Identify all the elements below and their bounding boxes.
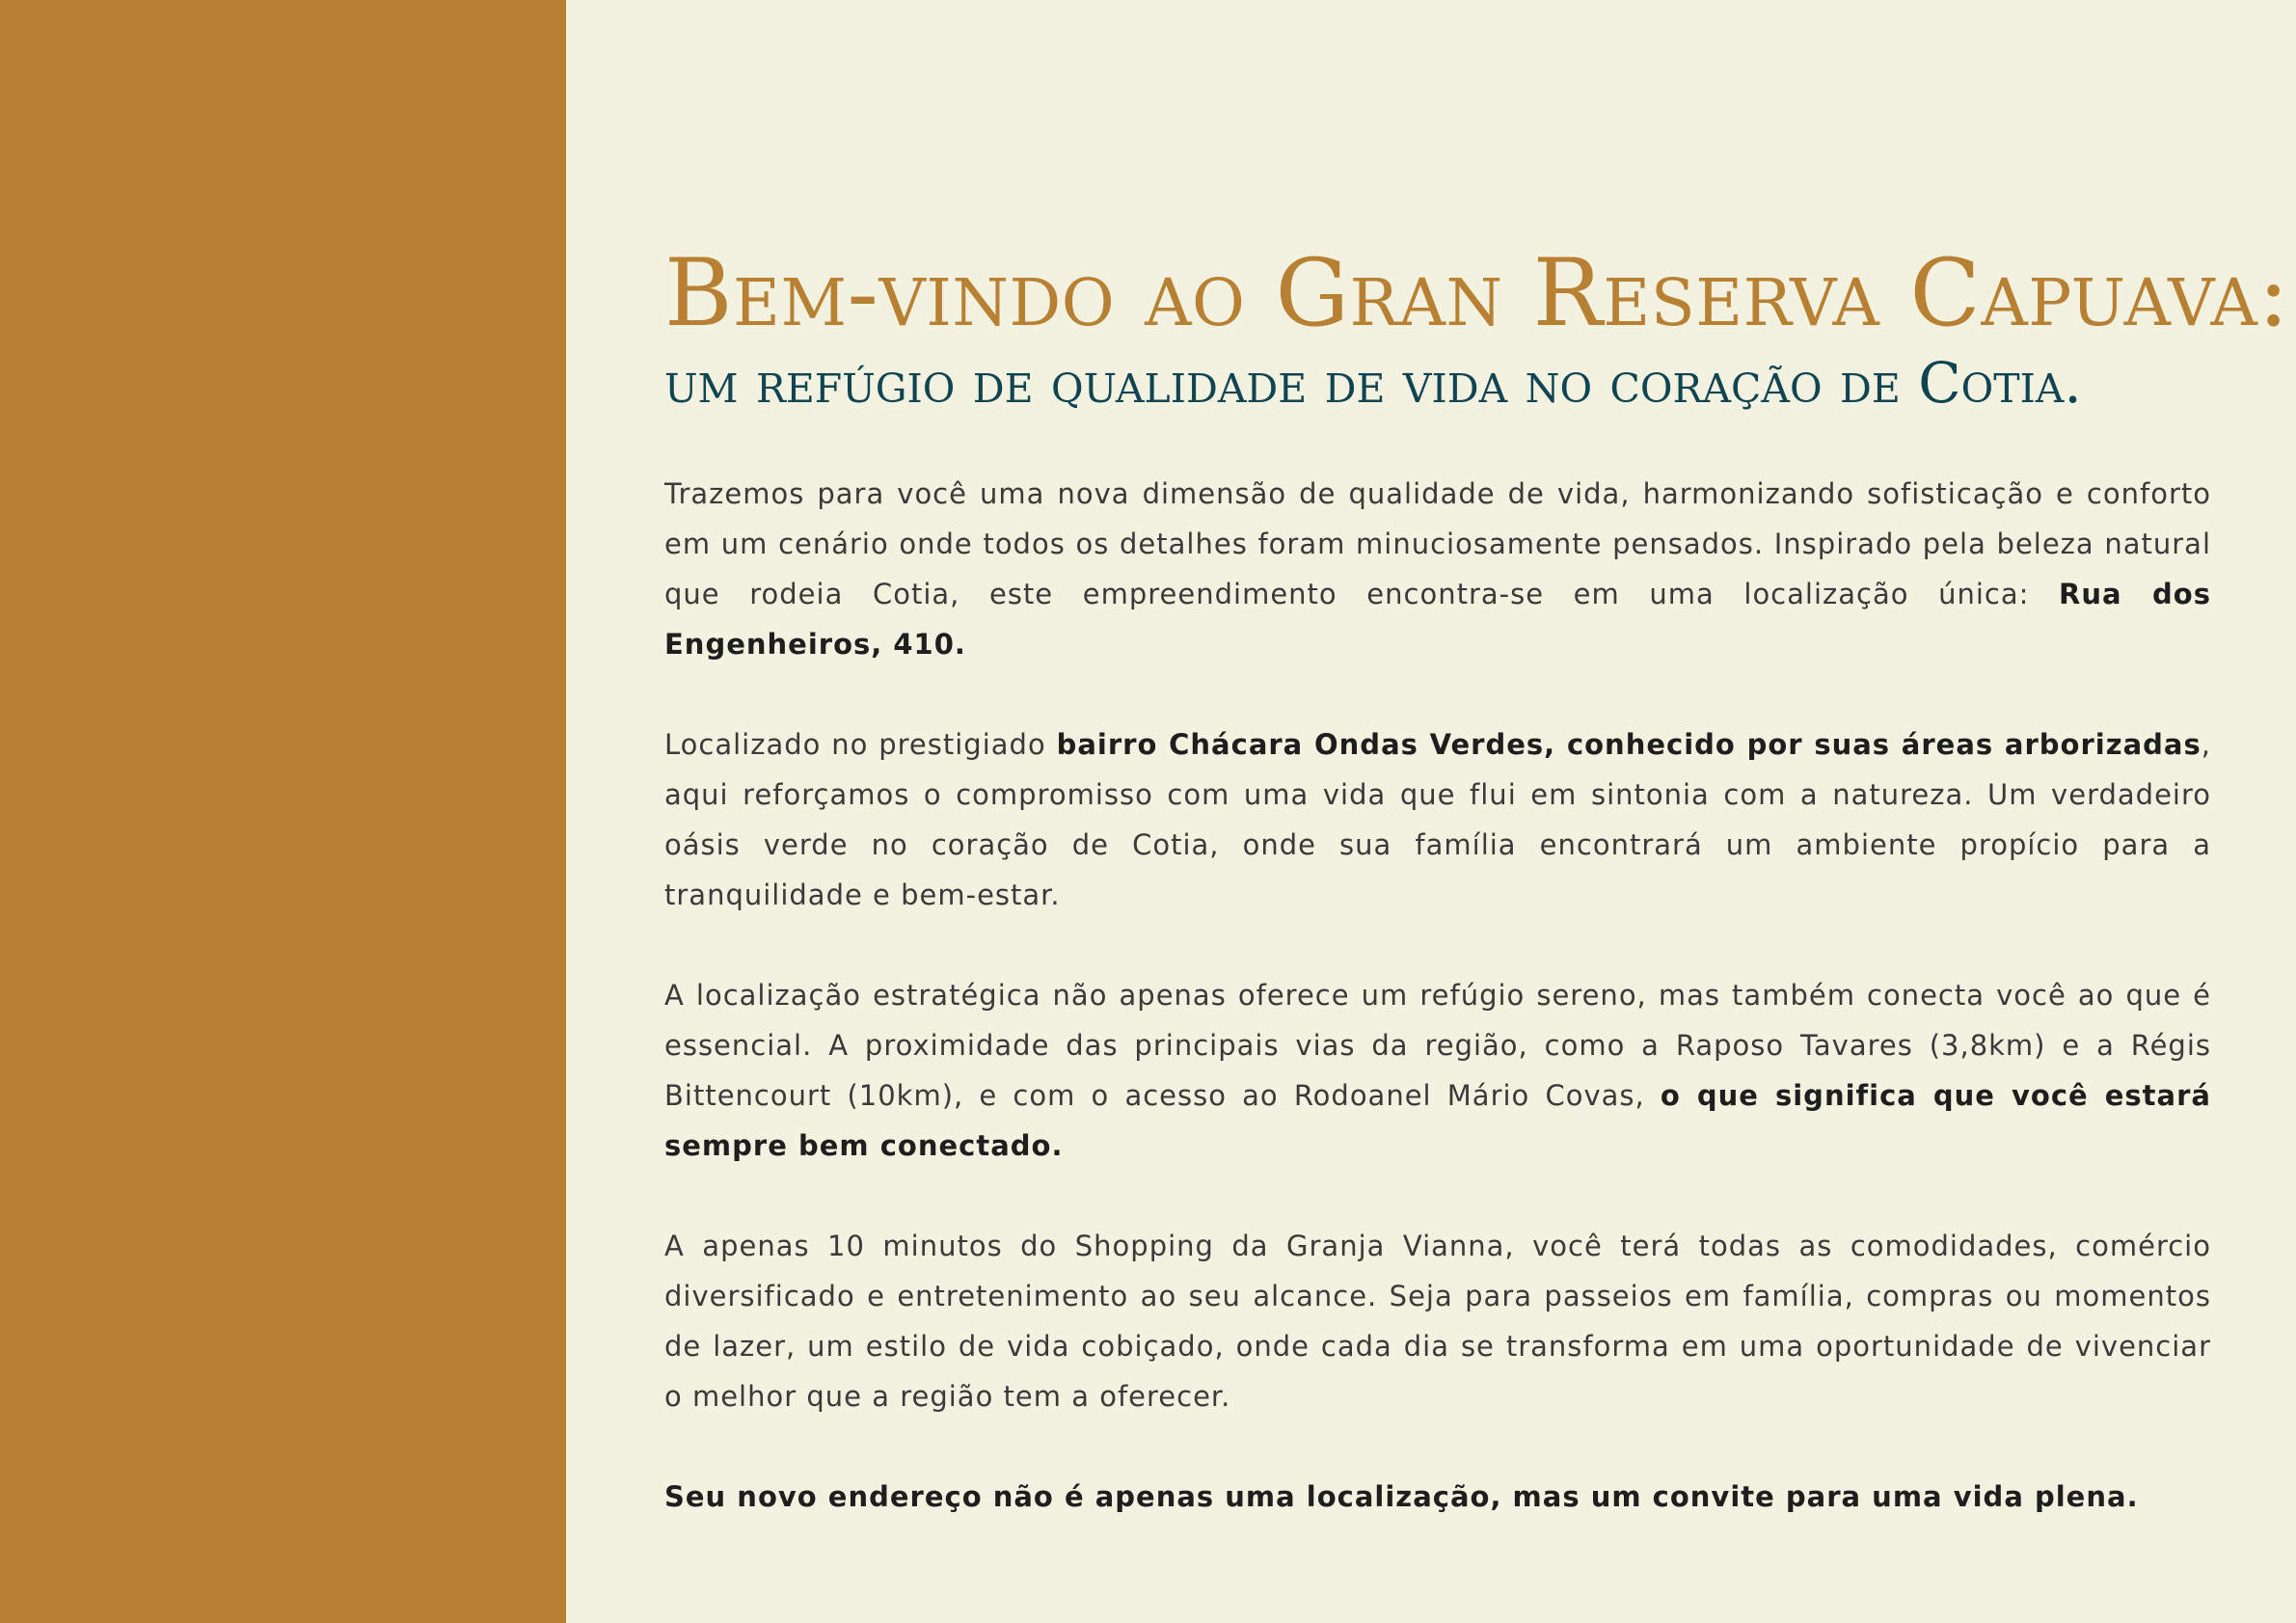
document-page	[566, 0, 2296, 1623]
paragraph-location-text: A localização estratégica não apenas oferece um refúgio sereno, mas também conecta você ao que é essencial. A proximidade das principais vias da região, como a Raposo Tavares (3,8km) e a Régis Bittencourt (10km), e com o acesso ao Rodoanel Mário Covas,	[664, 979, 2211, 1112]
paragraph-intro-text: Trazemos para você uma nova dimensão de qualidade de vida, harmonizando sofisticação e conforto em um cenário onde todos os detalhes foram minuciosamente pensados. Inspirado pela beleza natural que rodeia Cotia, este empreendimento encontra-se em uma localização única:	[664, 477, 2211, 610]
paragraph-location	[664, 970, 2211, 1171]
side-color-band	[0, 0, 566, 1623]
paragraph-neighborhood-text-after: , aqui reforçamos o compromisso com uma vida que flui em sintonia com a natureza. Um verdadeiro oásis verde no coração de Cotia, onde sua família encontrará um ambiente propício para a tranquilidade e bem-estar.	[664, 728, 2211, 911]
paragraph-neighborhood	[664, 719, 2211, 920]
page-title: Bem-vindo ao Gran Reserva Capuava:	[664, 239, 2290, 347]
paragraph-location-highlight: o que significa que você estará sempre bem conectado.	[664, 1079, 2211, 1162]
paragraph-intro-address: Rua dos Engenheiros, 410.	[664, 578, 2211, 661]
closing-statement: Seu novo endereço não é apenas uma localização, mas um convite para uma vida plena.	[664, 1480, 2139, 1513]
paragraph-shopping	[664, 1221, 2211, 1421]
body-text	[664, 469, 2211, 1522]
content-block	[664, 239, 2290, 1522]
paragraph-shopping-text: A apenas 10 minutos do Shopping da Granja Vianna, você terá todas as comodidades, comércio diversificado e entretenimento ao seu alcance. Seja para passeios em família, compras ou momentos de lazer, um estilo de vida cobiçado, onde cada dia se transforma em uma oportunidade de vivenciar o melhor que a região tem a oferecer.	[664, 1230, 2211, 1413]
page-subtitle: um refúgio de qualidade de vida no coração de Cotia.	[664, 350, 2082, 416]
paragraph-neighborhood-highlight: bairro Chácara Ondas Verdes, conhecido por suas áreas arborizadas	[1056, 728, 2201, 761]
paragraph-intro	[664, 469, 2211, 669]
paragraph-neighborhood-text-before: Localizado no prestigiado	[664, 728, 1057, 761]
